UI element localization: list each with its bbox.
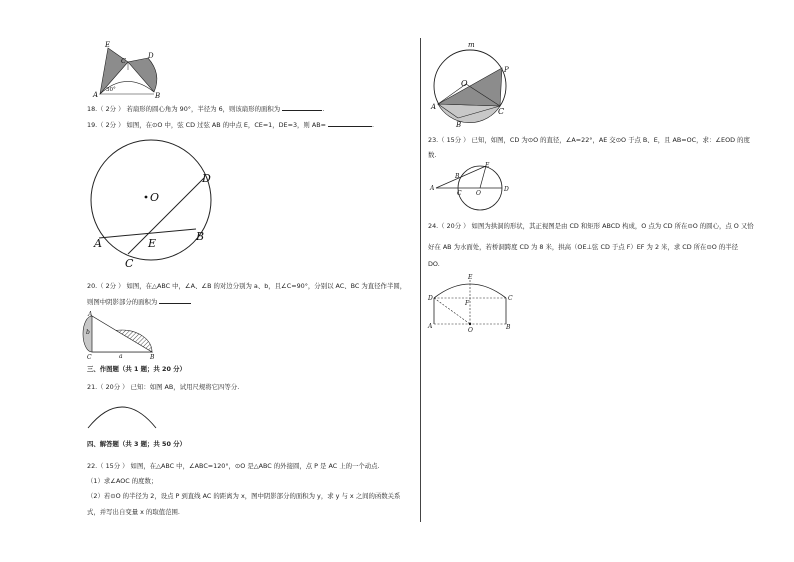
label-e: E	[148, 237, 157, 250]
label-m: m	[468, 41, 475, 49]
label-o: O	[468, 327, 473, 334]
question-24-line-2: 好在 AB 为水面处，若桥洞跨度 CD 为 8 米，拱高（OE⊥弦 CD 于点 F）EF 为 2 米，求 CD 所在⊙O 的半径	[428, 243, 739, 251]
label-e: E	[105, 41, 111, 49]
label-b: B	[196, 230, 205, 243]
label-angle: 30°	[106, 87, 116, 93]
label-c: C	[87, 354, 92, 361]
section-4-heading: 四、解答题（共 3 题；共 50 分）	[87, 440, 186, 448]
label-o: O	[150, 191, 160, 204]
figure-q18	[92, 40, 172, 100]
label-a: A	[430, 185, 435, 192]
question-24-line-1: 24.（ 20分 ） 如图为拱洞的形状，其正视图是由 CD 和矩形 ABCD 构成，O 点为 CD 所在⊙O 的圆心，点 O 又恰	[428, 222, 754, 230]
label-a: A	[428, 323, 433, 330]
question-18: 18.（ 2分 ） 若扇形的圆心角为 90°，半径为 6，则该扇形的面积为 .	[87, 105, 325, 113]
label-c: C	[508, 295, 513, 302]
label-p: P	[504, 66, 509, 74]
question-24-line-3: DO.	[428, 260, 440, 268]
point-o	[469, 323, 471, 325]
question-22-line-1: 22.（ 15分 ） 如图，在△ABC 中，∠ABC=120°，⊙O 是△ABC 的外接圆，点 P 是 AC 上的一个动点.	[87, 462, 380, 470]
label-d: D	[202, 172, 211, 185]
label-b: B	[456, 121, 462, 129]
shaded-region-right	[128, 58, 157, 92]
label-b: B	[155, 92, 161, 100]
label-d: D	[428, 295, 433, 302]
label-b-side: b	[86, 329, 90, 336]
answer-blank-18[interactable]	[282, 104, 322, 111]
label-c: C	[125, 257, 134, 270]
question-20-line-1	[87, 282, 406, 291]
label-c: C	[457, 190, 462, 197]
figure-q22	[428, 38, 520, 130]
question-20-text-2: 则图中阴影部分的面积为	[87, 298, 158, 306]
label-a: A	[88, 311, 93, 318]
label-b: B	[150, 354, 155, 361]
question-19: 19.（ 2分 ） 如图，在⊙O 中，弦 CD 过弦 AB 的中点 E，CE=1，DE=3，则 AB= .	[87, 121, 375, 129]
question-18-text: 18.（ 2分 ） 若扇形的圆心角为 90°，半径为 6，则该扇形的面积为	[87, 105, 281, 113]
question-19-text: 19.（ 2分 ） 如图，在⊙O 中，弦 CD 过弦 AB 的中点 E，CE=1，DE=3，则 AB=	[87, 121, 326, 129]
line-ae	[436, 166, 486, 188]
figure-q24	[426, 272, 518, 336]
column-divider	[420, 38, 421, 522]
label-e: E	[485, 162, 490, 169]
question-20-line-2	[87, 297, 191, 307]
question-22-line-2: （1）求∠AOC 的度数；	[87, 477, 158, 485]
label-o: O	[461, 79, 468, 88]
label-a: A	[94, 237, 102, 250]
figure-q20	[84, 308, 156, 360]
question-21: 21.（ 20分 ） 已知：如图 AB，试用尺规将它四等分.	[87, 383, 240, 391]
answer-blank-19[interactable]	[328, 120, 372, 127]
question-23-line-1: 23.（ 15分 ） 已知，如图，CD 为⊙O 的直径，∠A=22°，AE 交⊙O 于点 B、E，且 AB=OC，求：∠EOD 的度	[428, 136, 750, 144]
label-c: C	[121, 57, 126, 65]
figure-q23	[428, 160, 520, 200]
figure-q21	[84, 398, 164, 432]
label-d: D	[504, 186, 509, 193]
question-22-line-4: 式，并写出自变量 x 的取值范围.	[87, 508, 180, 516]
shaded-triangle-apc	[438, 68, 502, 106]
triangle-abc	[92, 316, 152, 352]
shaded-segment	[438, 104, 500, 123]
arc-ab	[88, 407, 156, 428]
label-o: O	[476, 190, 481, 197]
answer-blank-20[interactable]	[159, 297, 191, 304]
label-a: A	[431, 103, 437, 111]
question-20-text-1: 20.（ 2分 ） 如图，在△ABC 中，∠A、∠B 的对边分别为 a、b，且∠C=90°，分别以 AC、BC 为直径作半圆，	[87, 282, 407, 290]
label-d: D	[148, 52, 154, 60]
label-f: F	[465, 300, 470, 307]
label-e: E	[468, 274, 473, 281]
center-point	[145, 196, 148, 199]
radius-oe	[480, 166, 486, 188]
label-b: B	[506, 324, 511, 331]
label-b: B	[455, 173, 460, 180]
label-c: C	[498, 107, 505, 116]
question-23-line-2: 数.	[428, 151, 437, 159]
figure-q19	[80, 140, 220, 272]
question-22-line-3: （2）若⊙O 的半径为 2，设点 P 到直线 AC 的距离为 x，图中阴影部分的面积为 y，求 y 与 x 之间的函数关系	[87, 492, 401, 500]
label-a: A	[93, 91, 99, 99]
section-3-heading: 三、作图题（共 1 题；共 20 分）	[87, 365, 186, 373]
label-a-side: a	[119, 353, 123, 360]
